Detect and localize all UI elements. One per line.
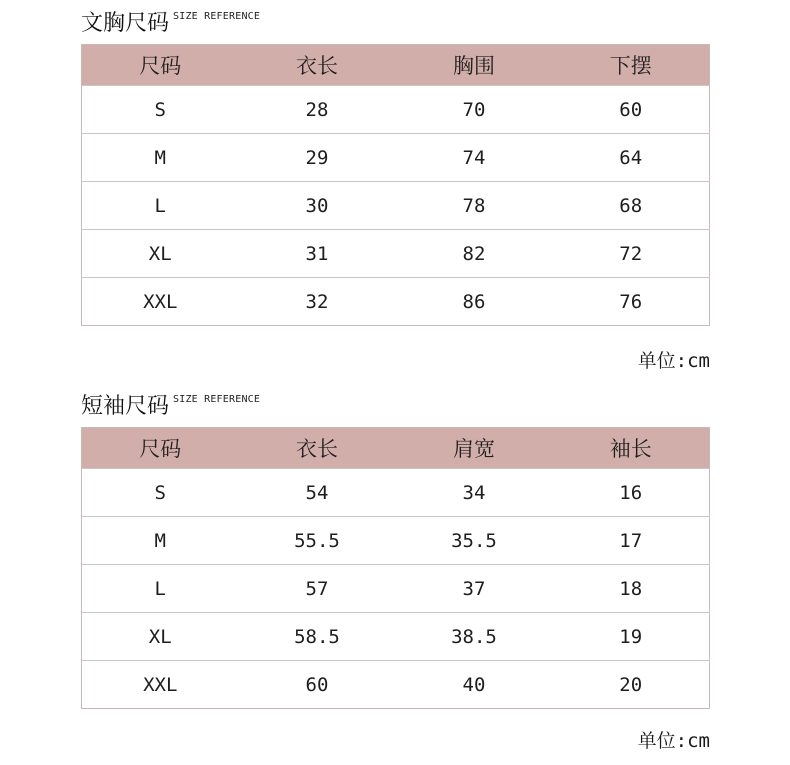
bra-header-length: 衣长 xyxy=(239,45,396,86)
tshirt-cell-length: 55.5 xyxy=(239,517,396,565)
tshirt-cell-sleeve: 16 xyxy=(553,469,710,517)
table-row xyxy=(82,613,710,661)
bra-cell-size: L xyxy=(82,182,239,230)
bra-header-bust: 胸围 xyxy=(396,45,553,86)
tshirt-unit-note xyxy=(638,730,710,752)
bra-unit-note xyxy=(638,350,710,372)
bra-cell-length: 30 xyxy=(239,182,396,230)
tshirt-cell-size: S xyxy=(82,469,239,517)
table-row xyxy=(82,182,710,230)
tshirt-cell-length: 57 xyxy=(239,565,396,613)
tshirt-header-sleeve: 袖长 xyxy=(553,428,710,469)
tshirt-cell-shoulder: 34 xyxy=(396,469,553,517)
bra-cell-size: XL xyxy=(82,230,239,278)
tshirt-cell-shoulder: 40 xyxy=(396,661,553,709)
bra-cell-bust: 70 xyxy=(396,86,553,134)
tshirt-cell-length: 58.5 xyxy=(239,613,396,661)
bra-unit-label: 单位 xyxy=(637,350,676,372)
table-row xyxy=(82,134,710,182)
tshirt-unit-value: :cm xyxy=(675,730,710,752)
bra-cell-hem: 60 xyxy=(553,86,710,134)
bra-header-row xyxy=(82,45,710,86)
tshirt-cell-size: L xyxy=(82,565,239,613)
bra-section-title xyxy=(81,11,260,41)
table-row xyxy=(82,517,710,565)
tshirt-cell-shoulder: 38.5 xyxy=(396,613,553,661)
bra-cell-hem: 68 xyxy=(553,182,710,230)
bra-cell-size: M xyxy=(82,134,239,182)
tshirt-cell-sleeve: 17 xyxy=(553,517,710,565)
bra-cell-length: 28 xyxy=(239,86,396,134)
tshirt-cell-length: 54 xyxy=(239,469,396,517)
tshirt-header-length: 衣长 xyxy=(239,428,396,469)
tshirt-cell-size: M xyxy=(82,517,239,565)
tshirt-cell-size: XL xyxy=(82,613,239,661)
bra-cell-length: 29 xyxy=(239,134,396,182)
table-row xyxy=(82,230,710,278)
bra-cell-hem: 64 xyxy=(553,134,710,182)
tshirt-unit-label: 单位 xyxy=(637,730,676,752)
bra-cell-length: 31 xyxy=(239,230,396,278)
bra-cell-bust: 82 xyxy=(396,230,553,278)
table-row xyxy=(82,86,710,134)
bra-cell-bust: 86 xyxy=(396,278,553,326)
bra-size-table xyxy=(81,44,710,326)
bra-cell-bust: 78 xyxy=(396,182,553,230)
bra-unit-value: :cm xyxy=(675,350,710,372)
tshirt-title: 短袖尺码 xyxy=(81,394,170,419)
bra-cell-size: XXL xyxy=(82,278,239,326)
tshirt-size-table xyxy=(81,427,710,709)
bra-subtitle: SIZE REFERENCE xyxy=(173,11,261,22)
table-row xyxy=(82,469,710,517)
bra-cell-bust: 74 xyxy=(396,134,553,182)
tshirt-cell-shoulder: 37 xyxy=(396,565,553,613)
tshirt-header-row xyxy=(82,428,710,469)
table-row xyxy=(82,565,710,613)
tshirt-cell-sleeve: 20 xyxy=(553,661,710,709)
tshirt-header-shoulder: 肩宽 xyxy=(396,428,553,469)
tshirt-cell-length: 60 xyxy=(239,661,396,709)
tshirt-header-size: 尺码 xyxy=(82,428,239,469)
tshirt-cell-shoulder: 35.5 xyxy=(396,517,553,565)
bra-cell-hem: 72 xyxy=(553,230,710,278)
table-row xyxy=(82,661,710,709)
bra-cell-size: S xyxy=(82,86,239,134)
bra-cell-length: 32 xyxy=(239,278,396,326)
bra-title: 文胸尺码 xyxy=(81,11,170,36)
tshirt-section-title xyxy=(81,394,260,424)
table-row xyxy=(82,278,710,326)
bra-header-hem: 下摆 xyxy=(553,45,710,86)
tshirt-cell-sleeve: 18 xyxy=(553,565,710,613)
bra-header-size: 尺码 xyxy=(82,45,239,86)
tshirt-cell-sleeve: 19 xyxy=(553,613,710,661)
tshirt-subtitle: SIZE REFERENCE xyxy=(173,394,261,405)
tshirt-cell-size: XXL xyxy=(82,661,239,709)
bra-cell-hem: 76 xyxy=(553,278,710,326)
